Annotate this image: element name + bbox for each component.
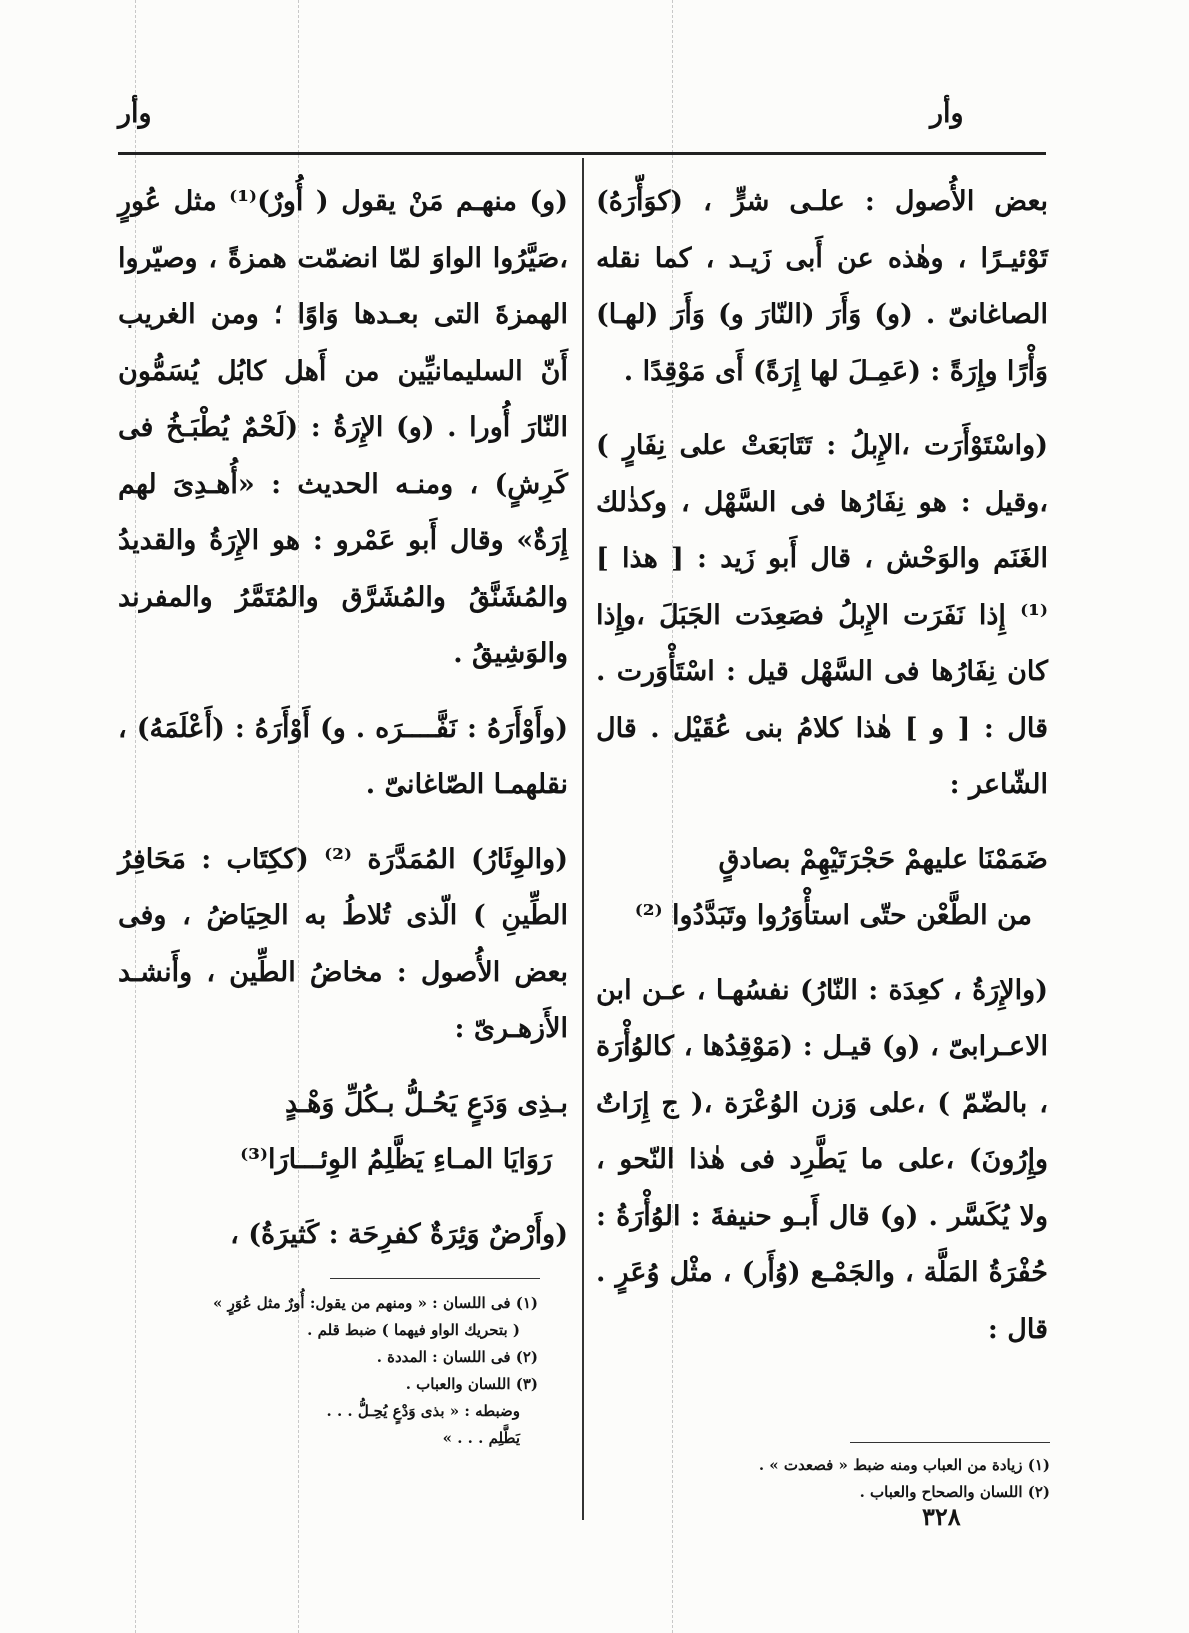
footnote-right-1: (١) زيادة من العباب ومنه ضبط « فصعدت » . [758, 1456, 1050, 1474]
right-verse-hemistich-2: من الطَّعْن حتّى استأْوَرُوا وتَبَدَّدُوا ⁽²⁾ [634, 900, 1032, 931]
column-divider [582, 158, 584, 1520]
footnote-left-3: (٣) اللسان والعباب . [405, 1375, 538, 1393]
footnotes-left [180, 1290, 538, 1452]
right-paragraph-3: (والإِرَةُ ، كعِدَة : النّارُ) نفسُهـا ، عـن ابن الاعـرابىّ ، (و) قيـل : (مَوْقِدُها ، كالوُأْرَة ، بالضّمّ ) ،على وَزن الوُعْرَة ،( ج إِرَاتٌ وإِرُونَ) ،على ما يَطَّرِد فى هٰذا النّحو ، ولا يُكَسَّر . (و) قال أَبـو حنيفةَ : الوُأْرَةُ : حُفْرَةُ المَلَّة ، والجَمْـع (وُأَر) ، مثْل وُعَرٍ . قال : [596, 974, 1048, 1345]
page-number: ٣٢٨ [922, 1502, 961, 1531]
right-paragraph-2: (واسْتَوْأَرَت ،الإِبلُ : تَتَابَعَتْ على نِفَارٍ ) ،وقيل : هو نِفَارُها فى السَّهْل ، وكذٰلك الغَنَم والوَحْش ، قال أَبو زَيد : [ هذا ] ⁽¹⁾ إِذا نَفَرَت الإِبلُ فصَعِدَت الجَبَلَ ،وإِذا كان نِفَارُها فى السَّهْل قيل : اسْتَأْوَرت . قال : [ و ] هٰذا كلامُ بنى عُقَيْل . قال الشّاعر : [596, 430, 1048, 800]
footnote-rule-right [850, 1442, 1050, 1443]
header-keyword-left: وأر [118, 98, 152, 129]
right-paragraph-1: بعض الأُصول : علـى شرٍّ ، (كوَأّرَهُ) تَوْئيـرًا ، وهٰذه عن أَبى زَيـد ، كما نقله الصاغانىّ . (و) وَأَرَ (النّارَ و) وَأَرَ (لهـا) وَأْرًا وإِرَةً : (عَمِـلَ لها إِرَةً) أَى مَوْقِدًا . [596, 186, 1048, 387]
footnote-left-3-cont2: يَطَّلِم . . . » [442, 1429, 520, 1447]
footnote-left-1-cont: ( بتحريك الواو فيهما ) ضبط قلم . [307, 1321, 520, 1339]
left-paragraph-1: (و) منهـم مَنْ يقول ( أُورٌ)⁽¹⁾ مثل عُورٍ ،صَيَّرُوا الواوَ لمّا انضمّت همزةً ، وصيّروا الهمزةَ التى بعـدها وَاوًا ؛ ومن الغريب أَنّ السليمانيِّين من أَهل كابُل يُسَمُّون النّارَ أُورا . (و) الإِرَةُ : (لَحْمٌ يُطْبَـخُ فى كَرِشٍ) ، ومنـه الحديث : «أُهـدِىَ لهم إِرَةٌ» وقال أَبو عَمْرو : هو الإِرَةُ والقديدُ والمُشَنَّقُ والمُشَرَّق والمُتَمَّرُ والمفرند والوَشِيقُ . [118, 186, 568, 669]
left-paragraph-4: (وأَرْضٌ وَئِرَةٌ كفرِحَة : كَثيرَةُ) ، [230, 1218, 568, 1250]
left-verse-hemistich-2: رَوَايَا المـاءِ يَظَّلِمُ الوِئـــارَا⁽³⁾ [240, 1144, 552, 1175]
footnote-left-2: (٢) فى اللسان : المددة . [376, 1348, 538, 1366]
left-verse-hemistich-1: بـذِى وَدَعٍ يَحُـلُّ بـكُلِّ وَهْـدٍ [285, 1087, 568, 1119]
right-column [596, 174, 1048, 1376]
right-verse [596, 832, 1048, 945]
footnote-left-1: (١) فى اللسان : « ومنهم من يقول: أُورٌ مثل عُوَرٍ » [213, 1294, 538, 1312]
header-rule [118, 152, 1046, 155]
right-verse-hemistich-1: ضَمَمْنَا عليهمْ حَجْرَتَيْهِمْ بصادقٍ [718, 843, 1048, 875]
footnote-right-2: (٢) اللسان والصحاح والعباب . [859, 1483, 1050, 1501]
footnotes-right [650, 1452, 1050, 1506]
left-paragraph-2: (وأَوْأَرَهُ : نَفَّــــرَه . و) أَوْأَرَهُ : (أَعْلَمَهُ) ، نقلهمـا الصّاغانىّ . [118, 712, 568, 800]
left-column [118, 174, 568, 1281]
footnote-rule-left [330, 1278, 540, 1279]
left-verse [118, 1076, 568, 1189]
header-keyword-right: وأر [930, 98, 964, 129]
left-paragraph-3: (والوِئَارُ) المُمَدَّرَة ⁽²⁾ (ككِتَاب : مَحَافِرُ الطِّينِ ) الّذى تُلاطُ به الحِيَاضُ ، وفى بعض الأُصول : مخاضُ الطِّين ، وأَنشـد الأَزهـرىّ : [118, 843, 568, 1044]
footnote-left-3-cont: وضبطه : « بذى وَدْعٍ يُحِـلُّ . . . [326, 1402, 520, 1420]
